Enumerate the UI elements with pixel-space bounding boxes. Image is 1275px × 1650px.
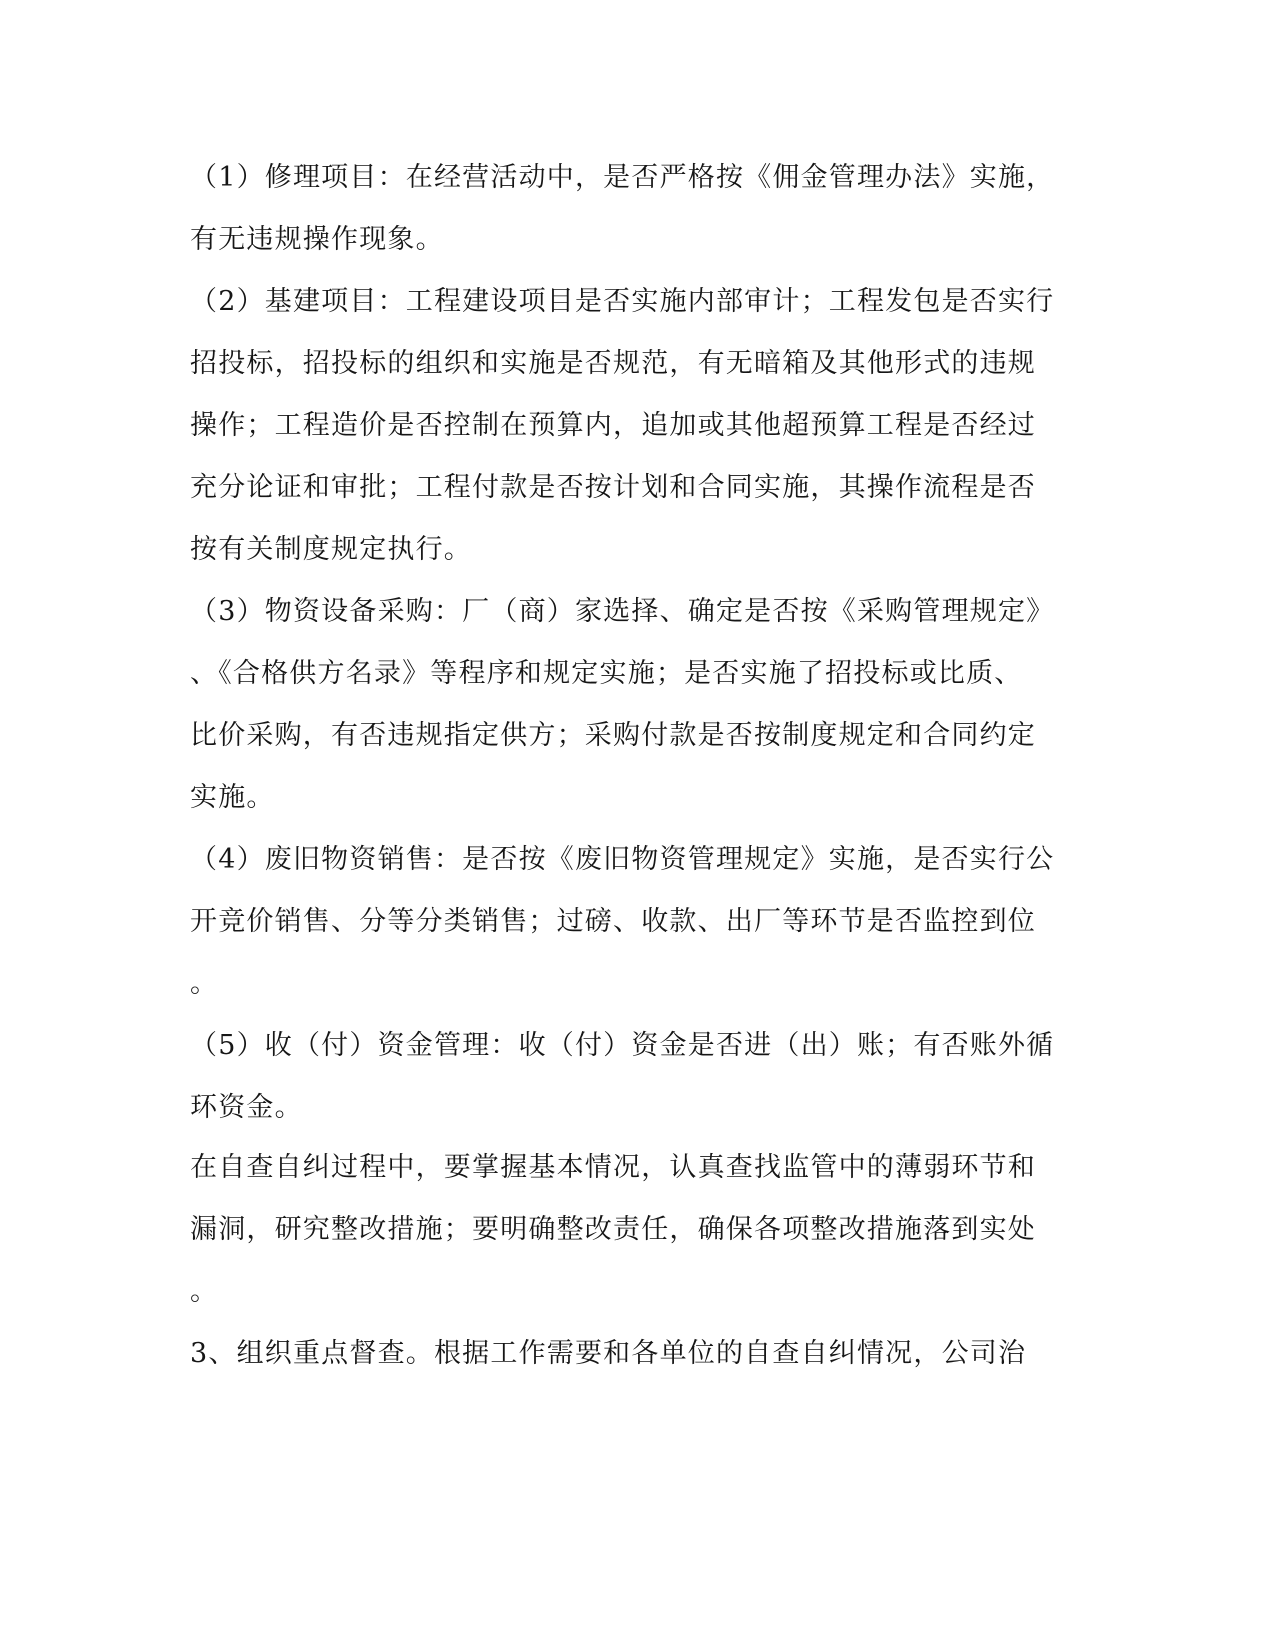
text-line: 在自查自纠过程中，要掌握基本情况，认真查找监管中的薄弱环节和 xyxy=(190,1152,1036,1183)
text-line: 3、组织重点督查。根据工作需要和各单位的自查自纠情况，公司治 xyxy=(190,1338,1027,1369)
text-line: 操作；工程造价是否控制在预算内，追加或其他超预算工程是否经过 xyxy=(190,410,1036,441)
text-line: 。 xyxy=(190,968,219,999)
text-line: 、《合格供方名录》等程序和规定实施；是否实施了招投标或比质、 xyxy=(190,658,1023,689)
text-line: （2）基建项目：工程建设项目是否实施内部审计；工程发包是否实行 xyxy=(190,286,1055,317)
text-line: （1）修理项目：在经营活动中，是否严格按《佣金管理办法》实施， xyxy=(190,162,1055,193)
text-line: 比价采购，有否违规指定供方；采购付款是否按制度规定和合同约定 xyxy=(190,720,1036,751)
text-line: 充分论证和审批；工程付款是否按计划和合同实施，其操作流程是否 xyxy=(190,472,1036,503)
text-line: 有无违规操作现象。 xyxy=(190,224,444,255)
text-line: 漏洞，研究整改措施；要明确整改责任，确保各项整改措施落到实处 xyxy=(190,1214,1036,1245)
text-line: （4）废旧物资销售：是否按《废旧物资管理规定》实施，是否实行公 xyxy=(190,844,1055,875)
text-line: 按有关制度规定执行。 xyxy=(190,534,472,565)
text-line: （5）收（付）资金管理：收（付）资金是否进（出）账；有否账外循 xyxy=(190,1030,1055,1061)
text-line: 环资金。 xyxy=(190,1092,303,1123)
text-line: 招投标，招投标的组织和实施是否规范，有无暗箱及其他形式的违规 xyxy=(190,348,1036,379)
text-line: （3）物资设备采购：厂（商）家选择、确定是否按《采购管理规定》 xyxy=(190,596,1055,627)
text-line: 。 xyxy=(190,1276,219,1307)
text-line: 实施。 xyxy=(190,782,275,813)
text-line: 开竞价销售、分等分类销售；过磅、收款、出厂等环节是否监控到位 xyxy=(190,906,1036,937)
